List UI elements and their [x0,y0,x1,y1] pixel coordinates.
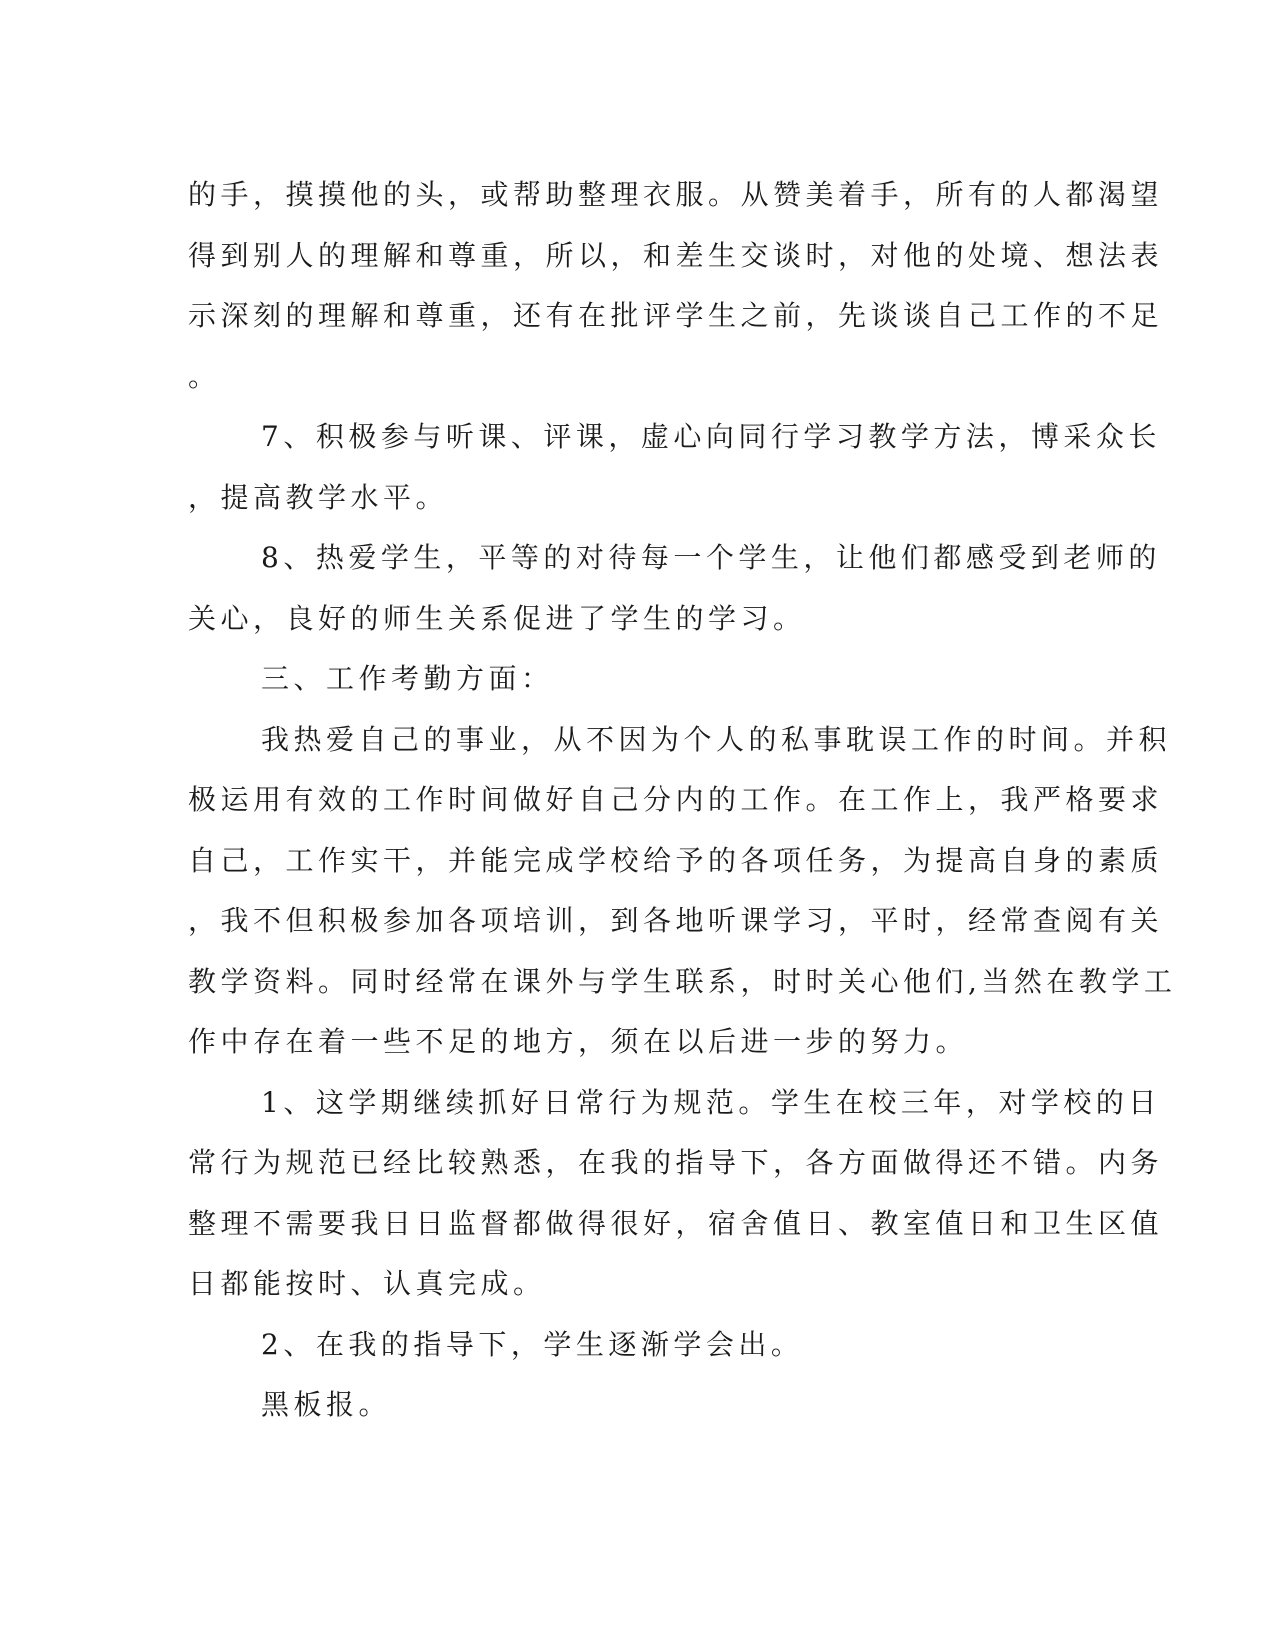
text-line: 7、积极参与听课、评课，虚心向同行学习教学方法，博采众长 [261,420,1161,453]
text-line: 作中存在着一些不足的地方，须在以后进一步的努力。 [188,1025,969,1058]
text-line: 整理不需要我日日监督都做得很好，宿舍值日、教室值日和卫生区值 [188,1206,1164,1240]
text-line: 得到别人的理解和尊重，所以，和差生交谈时，对他的处境、想法表 [188,238,1164,272]
text-line: 教学资料。同时经常在课外与学生联系，时时关心他们,当然在教学工 [188,964,1177,998]
text-line: 2、在我的指导下，学生逐渐学会出。 [261,1327,804,1361]
text-line: 1、这学期继续抓好日常行为规范。学生在校三年，对学校的日 [261,1085,1161,1119]
text-line: 示深刻的理解和尊重，还有在批评学生之前，先谈谈自己工作的不足 [188,299,1164,332]
text-line: 。 [188,359,221,393]
text-line: 黑板报。 [261,1388,392,1421]
text-line: 常行为规范已经比较熟悉，在我的指导下，各方面做得还不错。内务 [188,1146,1164,1179]
text-line: 极运用有效的工作时间做好自己分内的工作。在工作上，我严格要求 [188,783,1164,816]
text-line: ，提高教学水平。 [188,480,449,514]
text-line: 日都能按时、认真完成。 [188,1267,546,1300]
text-line: ，我不但积极参加各项培训，到各地听课学习，平时，经常查阅有关 [188,904,1164,937]
body-text [188,165,1177,1436]
text-line: 关心，良好的师生关系促进了学生的学习。 [188,601,806,635]
text-line: 我热爱自己的事业，从不因为个人的私事耽误工作的时间。并积 [261,722,1172,756]
text-line: 8、热爱学生，平等的对待每一个学生，让他们都感受到老师的 [261,541,1161,574]
text-line: 自己，工作实干，并能完成学校给予的各项任务，为提高自身的素质 [188,843,1164,877]
section-heading: 三、工作考勤方面： [261,662,554,695]
text-line: 的手，摸摸他的头，或帮助整理衣服。从赞美着手，所有的人都渴望 [188,178,1164,211]
